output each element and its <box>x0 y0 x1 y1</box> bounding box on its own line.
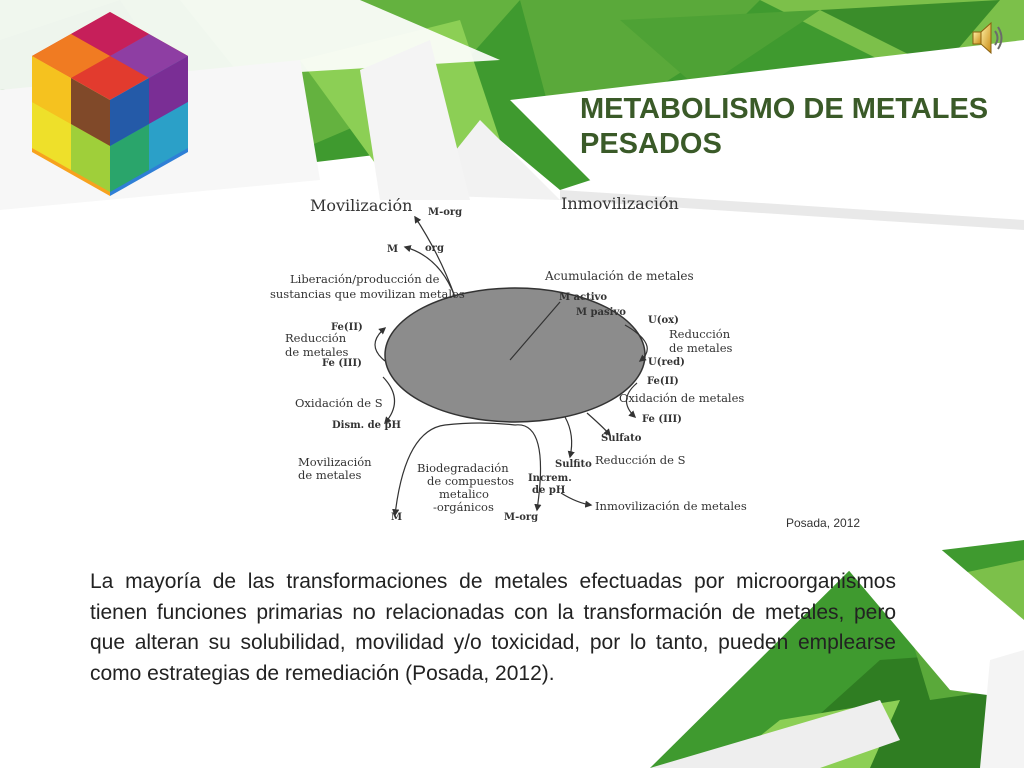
arrow-inmovilizacion <box>561 493 591 505</box>
label-movilizacion-metales-2: de metales <box>298 468 362 482</box>
slide-title: METABOLISMO DE METALES PESADOS <box>580 93 989 160</box>
arrow-oxidacion-s <box>383 377 395 423</box>
label-m-left: M <box>387 244 399 255</box>
label-reduccion-left-2: de metales <box>285 345 349 359</box>
label-dism-ph: Dism. de pH <box>332 420 401 431</box>
label-fe-ii-right: Fe(II) <box>647 376 679 387</box>
label-liberacion-2: sustancias que movilizan metales <box>270 287 465 301</box>
label-m-org-bottom: M-org <box>504 512 539 523</box>
label-m-bottom: M <box>391 512 403 523</box>
label-reduccion-right-2: de metales <box>669 341 733 355</box>
figure-credit: Posada, 2012 <box>786 516 861 530</box>
label-reduccion-right-1: Reducción <box>669 327 731 341</box>
label-m-activo: M activo <box>559 292 608 303</box>
label-fe-ii-left: Fe(II) <box>331 322 363 333</box>
label-increm-1: Increm. <box>528 473 572 484</box>
label-biodeg-2: de compuestos <box>427 474 515 488</box>
label-org: org <box>425 243 444 254</box>
label-reduccion-left-1: Reducción <box>285 331 347 345</box>
label-movilizacion: Movilización <box>310 196 413 215</box>
label-u-red: U(red) <box>648 357 685 368</box>
label-inmovilizacion-metales: Inmovilización de metales <box>595 499 747 513</box>
label-biodeg-1: Biodegradación <box>417 461 509 475</box>
label-oxidacion-s: Oxidación de S <box>295 396 383 410</box>
arch-biodegradacion-right <box>515 425 541 510</box>
label-reduccion-s: Reducción de S <box>595 453 686 467</box>
label-inmovilizacion: Inmovilización <box>561 194 679 213</box>
label-oxidacion-metales: Oxidación de metales <box>619 391 745 405</box>
metal-metabolism-diagram <box>265 185 755 525</box>
label-sulfato: Sulfato <box>601 433 642 444</box>
arrow-reduccion-left <box>375 328 385 361</box>
label-movilizacion-metales-1: Movilización <box>298 455 372 469</box>
speaker-icon[interactable] <box>970 18 1006 58</box>
arrow-sulfito <box>565 417 572 457</box>
label-fe-iii-left: Fe (III) <box>322 358 362 369</box>
slide-body-text: La mayoría de las transformaciones de metales efectuadas por microorganismos tienen funciones primarias no relacionadas con la transformación de metales, pero que alteran su solubilidad, movilidad y/o toxicidad, por lo tanto, pueden emplearse como estrategias de remediación (Posada, 2012). <box>90 570 896 685</box>
label-sulfito: Sulfito <box>555 459 592 470</box>
label-biodeg-4: -orgánicos <box>433 500 494 514</box>
arrow-sulfato <box>587 413 610 435</box>
label-biodeg-3: metalico <box>439 487 489 501</box>
label-acumulacion: Acumulación de metales <box>545 269 694 283</box>
label-increm-2: de pH <box>532 485 566 496</box>
label-liberacion-1: Liberación/producción de <box>290 272 440 286</box>
label-fe-iii-right: Fe (III) <box>642 414 682 425</box>
label-m-org-top: M-org <box>428 207 463 218</box>
label-u-ox: U(ox) <box>648 315 679 326</box>
label-m-pasivo: M pasivo <box>576 307 626 318</box>
presentation-logo-icon <box>20 6 200 206</box>
